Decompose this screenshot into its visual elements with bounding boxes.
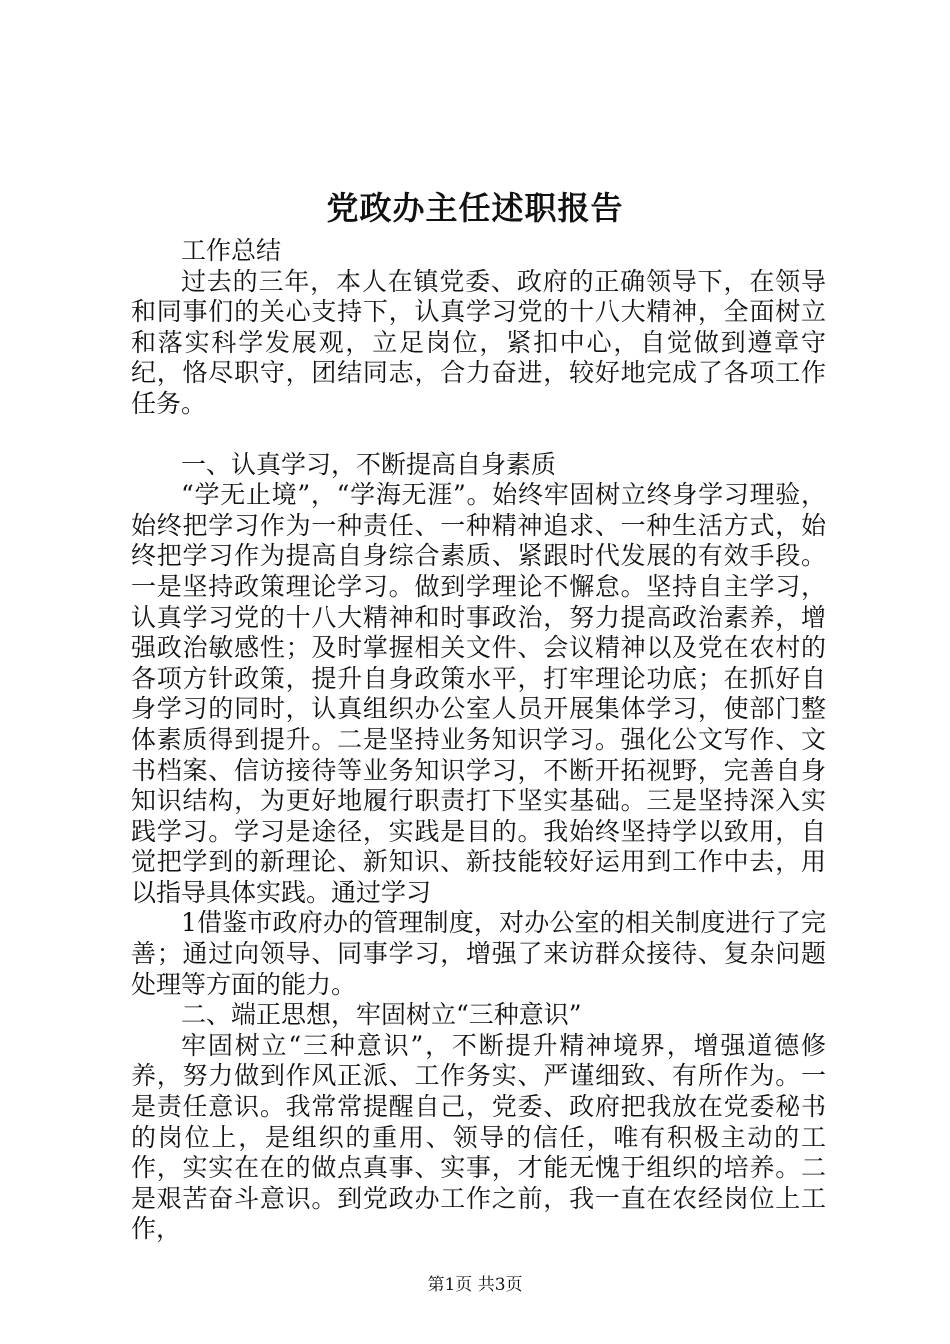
page-number: 第1页 共3页 (427, 1275, 523, 1295)
paragraph-study: “学无止境”，“学海无涯”。始终牢固树立终身学习理验，始终把学习作为一种责任、一种精神追求、一种生活方式，始终把学习作为提高自身综合素质、紧跟时代发展的有效手段。一是坚持政策理论学习。做到学理论不懈怠。坚持自主学习，认真学习党的十八大精神和时事政治，努力提高政治素养，增强政治敏感性；及时掌握相关文件、会议精神以及党在农村的各项方针政策，提升自身政策水平，打牢理论功底；在抓好自身学习的同时，认真组织办公室人员开展集体学习，使部门整体素质得到提升。二是坚持业务知识学习。强化公文写作、文书档案、信访接待等业务知识学习，不断开拓视野，完善自身知识结构，为更好地履行职责打下坚实基础。三是坚持深入实践学习。学习是途径，实践是目的。我始终坚持学以致用，自觉把学到的新理论、新知识、新技能较好运用到工作中去，用以指导具体实践。通过学习 (131, 480, 826, 907)
paragraph-awareness: 牢固树立“三种意识”，不断提升精神境界，增强道德修养，努力做到作风正派、工作务实、严谨细致、有所作为。一是责任意识。我常常提醒自己，党委、政府把我放在党委秘书的岗位上，是组织的重用、领导的信任，唯有积极主动的工作，实实在在的做点真事、实事，才能无愧于组织的培养。二是艰苦奋斗意识。到党政办工作之前，我一直在农经岗位上工作， (131, 1030, 826, 1244)
document-body (131, 236, 826, 1245)
paragraph-intro: 过去的三年，本人在镇党委、政府的正确领导下，在领导和同事们的关心支持下，认真学习党的十八大精神，全面树立和落实科学发展观，立足岗位，紧扣中心，自觉做到遵章守纪，恪尽职守，团结同志，合力奋进，较好地完成了各项工作任务。 (131, 266, 826, 418)
section-heading-study: 一、认真学习，不断提高自身素质 (181, 449, 557, 479)
section-heading-awareness: 二、端正思想，牢固树立“三种意识” (181, 1000, 582, 1030)
paragraph-heading-summary: 工作总结 (181, 236, 282, 265)
document-title: 党政办主任述职报告 (326, 189, 624, 227)
paragraph-study-continued: 1借鉴市政府办的管理制度，对办公室的相关制度进行了完善；通过向领导、同事学习，增强了来访群众接待、复杂问题处理等方面的能力。 (131, 908, 826, 999)
